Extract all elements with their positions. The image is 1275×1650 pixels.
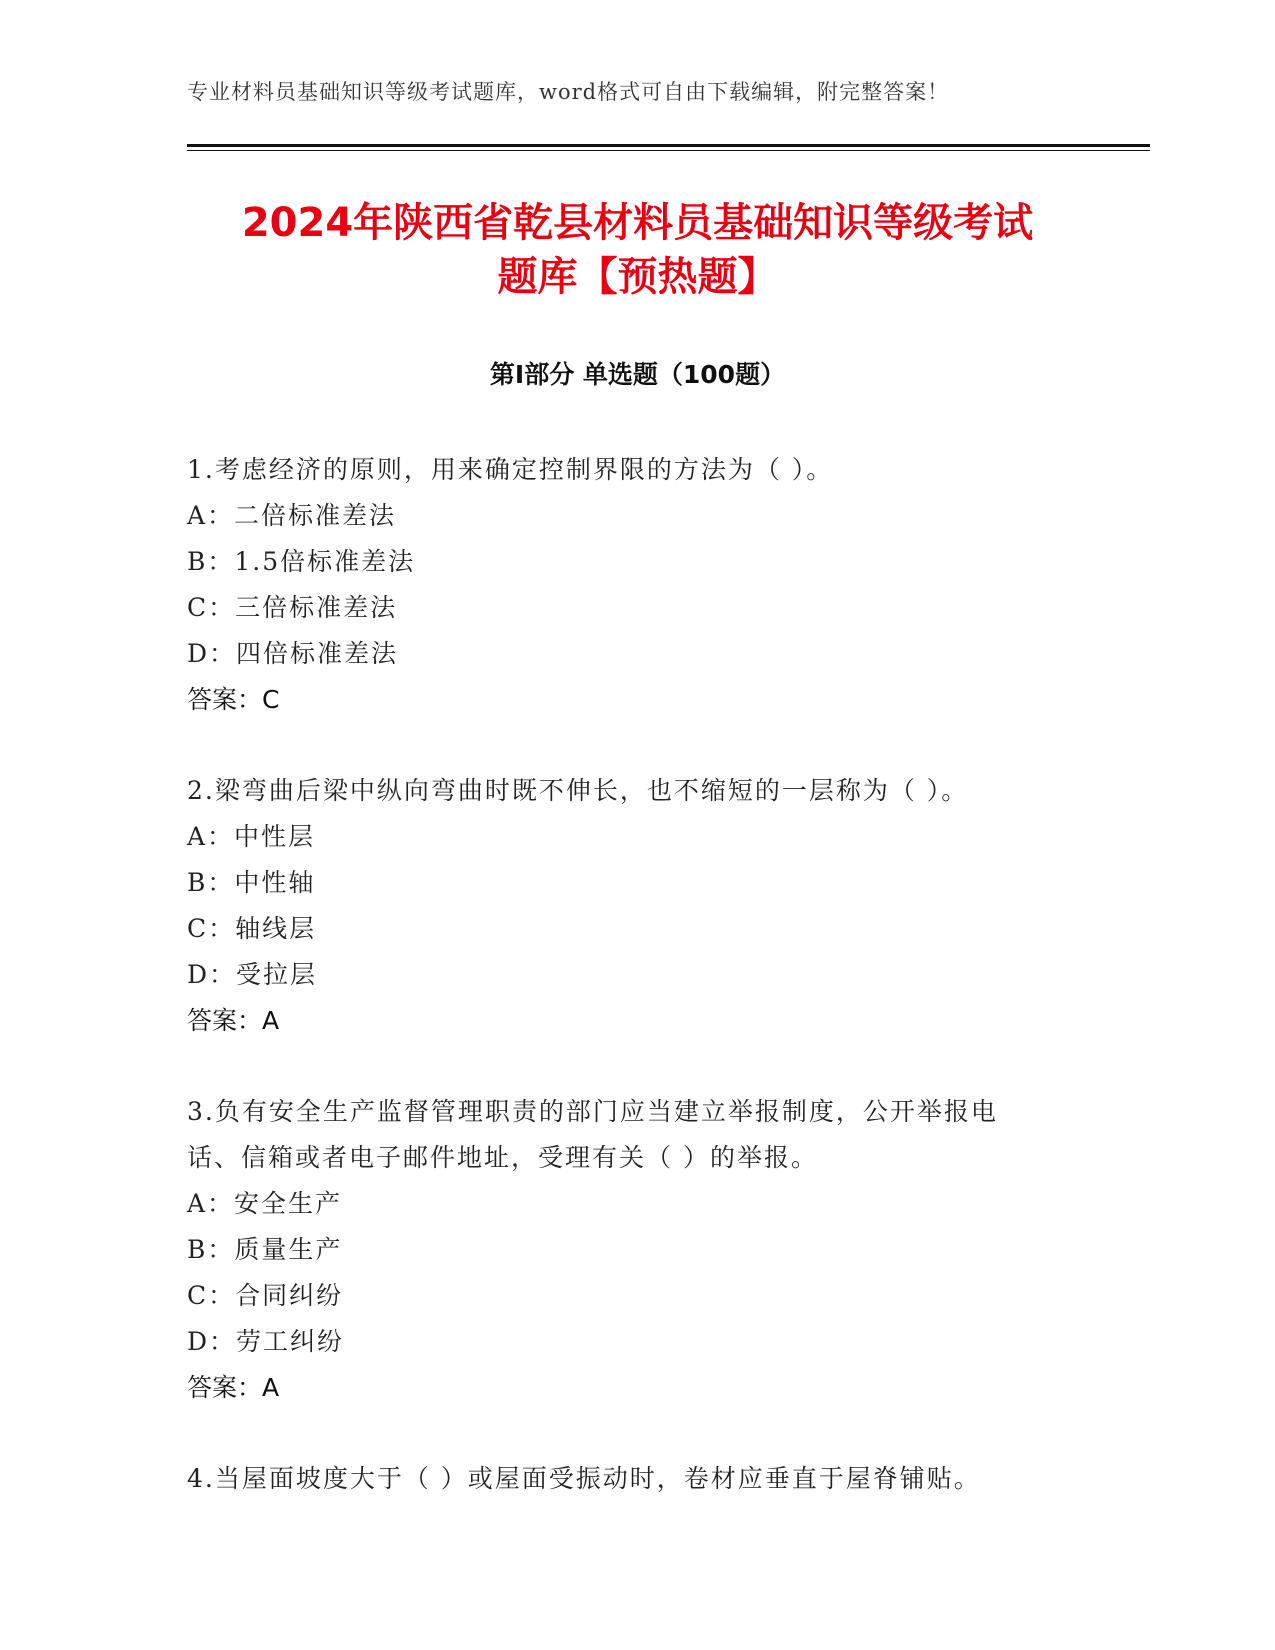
answer: 答案：A	[187, 1373, 280, 1402]
question-3	[187, 1089, 1087, 1411]
option-a: A：安全生产	[187, 1189, 343, 1218]
question-stem-line-2: 话、信箱或者电子邮件地址，受理有关（ ）的举报。	[187, 1143, 818, 1172]
option-b: B：1.5倍标准差法	[187, 547, 416, 576]
section-title: 第Ⅰ部分 单选题（100题）	[489, 360, 786, 389]
question-1	[187, 447, 1087, 723]
question-stem: 1.考虑经济的原则，用来确定控制界限的方法为（ ）。	[187, 455, 834, 484]
question-stem: 4.当屋面坡度大于（ ）或屋面受振动时，卷材应垂直于屋脊铺贴。	[187, 1464, 981, 1493]
header-divider-thick	[187, 144, 1150, 147]
header-divider-thin	[187, 150, 1150, 151]
document-title-line-1: 2024年陕西省乾县材料员基础知识等级考试	[241, 200, 1034, 246]
question-2	[187, 768, 1087, 1044]
option-d: D：劳工纠纷	[187, 1327, 345, 1356]
header-note: 专业材料员基础知识等级考试题库，word格式可自由下载编辑，附完整答案！	[187, 80, 950, 104]
question-stem: 2.梁弯曲后梁中纵向弯曲时既不伸长，也不缩短的一层称为（ ）。	[187, 776, 969, 805]
question-list	[187, 447, 1087, 1547]
question-4	[187, 1456, 1087, 1502]
option-b: B：中性轴	[187, 868, 316, 897]
answer: 答案：C	[187, 685, 280, 714]
option-c: C：三倍标准差法	[187, 593, 398, 622]
question-stem-line-1: 3.负有安全生产监督管理职责的部门应当建立举报制度，公开举报电	[187, 1097, 998, 1126]
option-a: A：中性层	[187, 822, 316, 851]
option-d: D：受拉层	[187, 960, 318, 989]
option-c: C：轴线层	[187, 914, 317, 943]
option-c: C：合同纠纷	[187, 1281, 344, 1310]
answer: 答案：A	[187, 1006, 280, 1035]
option-b: B：质量生产	[187, 1235, 343, 1264]
document-title-line-2: 题库【预热题】	[497, 254, 778, 300]
option-d: D：四倍标准差法	[187, 639, 399, 668]
option-a: A：二倍标准差法	[187, 501, 397, 530]
document-title	[150, 196, 1125, 304]
